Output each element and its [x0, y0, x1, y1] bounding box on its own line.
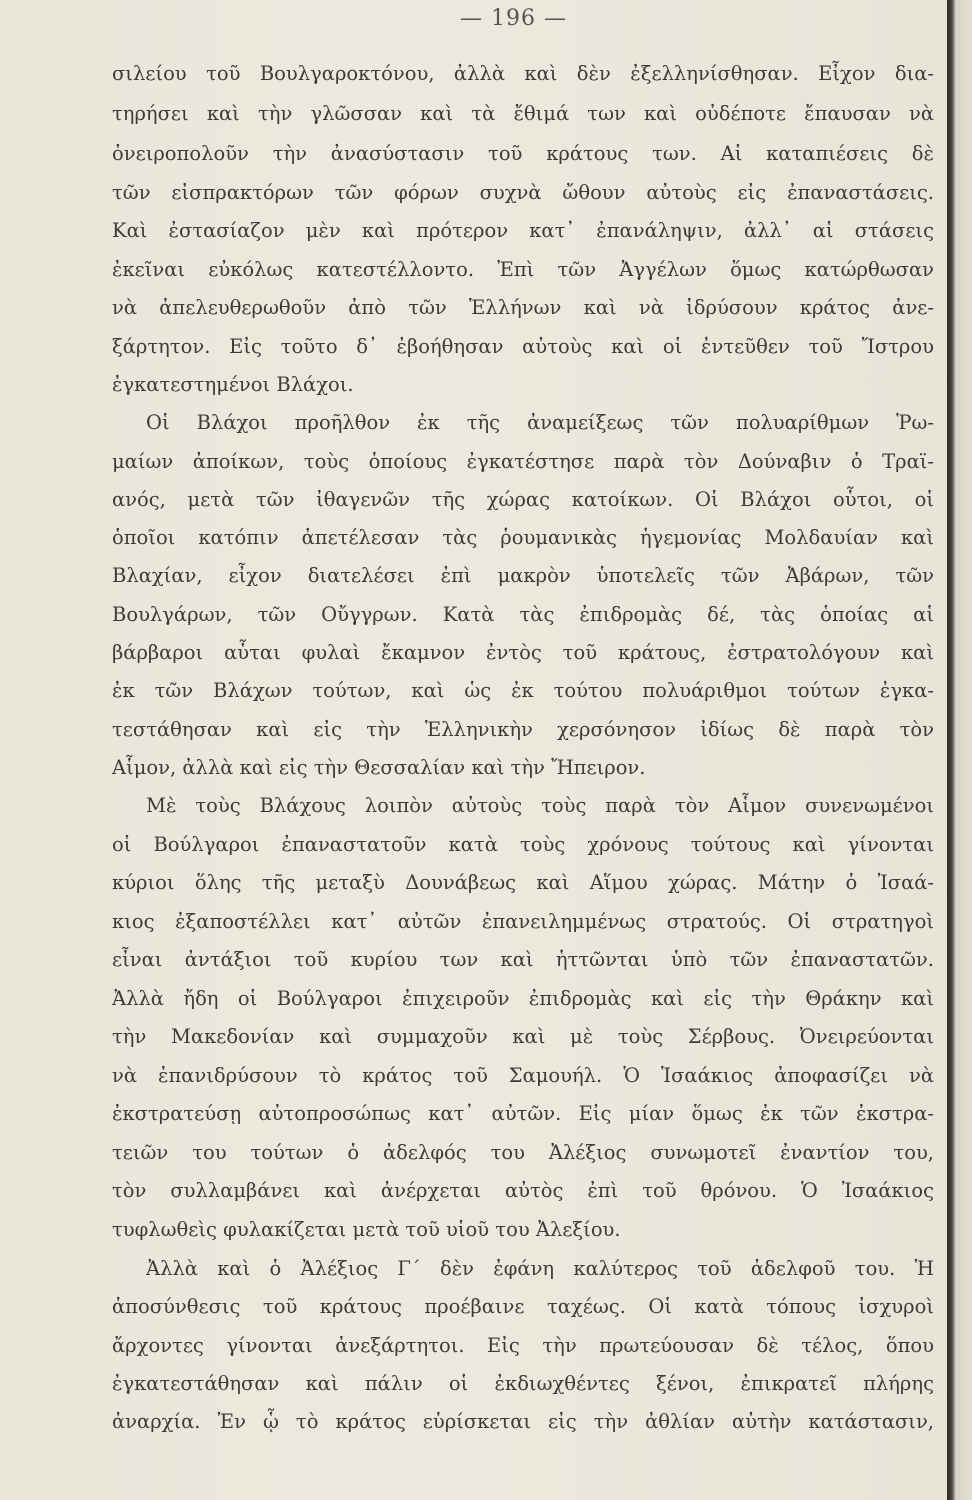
text-line: ὁποῖοι κατόπιν ἀπετέλεσαν τὰς ῥουμανικὰς ἡγεμονίας Μολδαυίαν καὶ	[112, 526, 934, 549]
text-line: τυφλωθεὶς φυλακίζεται μετὰ τοῦ υἱοῦ του Ἀλεξίου.	[112, 1218, 621, 1241]
text-line: ἐγκατεστημένοι Βλάχοι.	[112, 373, 354, 396]
text-line: ἐκ τῶν Βλάχων τούτων, καὶ ὡς ἐκ τούτου πολυάριθμοι τούτων ἐγκα-	[112, 679, 934, 702]
text-line: Μὲ τοὺς Βλάχους λοιπὸν αὐτοὺς τοὺς παρὰ τὸν Αἷμον συνενωμένοι	[146, 794, 934, 817]
text-line: νὰ ἐπανιδρύσουν τὸ κράτος τοῦ Σαμουήλ. Ὁ Ἰσαάκιος ἀποφασίζει νὰ	[112, 1064, 934, 1087]
text-line: βάρβαροι αὗται φυλαὶ ἔκαμνον ἐντὸς τοῦ κράτους, ἐστρατολόγουν καὶ	[112, 641, 934, 664]
text-line: τειῶν του τούτων ὁ ἀδελφός του Ἀλέξιος συνωμοτεῖ ἐναντίον του,	[112, 1141, 934, 1164]
text-line: τὴν Μακεδονίαν καὶ συμμαχοῦν καὶ μὲ τοὺς Σέρβους. Ὀνειρεύονται	[112, 1025, 934, 1048]
text-line: Αἷμον, ἀλλὰ καὶ εἰς τὴν Θεσσαλίαν καὶ τὴν Ἤπειρον.	[112, 756, 646, 779]
text-line: ἀποσύνθεσις τοῦ κράτους προέβαινε ταχέως. Οἱ κατὰ τόπους ἰσχυροὶ	[112, 1295, 934, 1318]
text-line: σιλείου τοῦ Βουλγαροκτόνου, ἀλλὰ καὶ δὲν ἐξελληνίσθησαν. Εἶχον δια-	[112, 62, 934, 85]
text-line: τηρήσει καὶ τὴν γλῶσσαν καὶ τὰ ἔθιμά των καὶ οὐδέποτε ἔπαυσαν νὰ	[112, 102, 934, 125]
text-line: Καὶ ἐστασίαζον μὲν καὶ πρότερον κατ᾽ ἐπανάληψιν, ἀλλ᾽ αἱ στάσεις	[112, 219, 934, 242]
book-spine	[947, 0, 972, 1500]
text-line: οἱ Βούλγαροι ἐπαναστατοῦν κατὰ τοὺς χρόνους τούτους καὶ γίνονται	[112, 833, 934, 856]
text-line: κύριοι ὅλης τῆς μεταξὺ Δουνάβεως καὶ Αἵμου χώρας. Μάτην ὁ Ἰσαά-	[112, 871, 934, 894]
text-line: ξάρτητον. Εἰς τοῦτο δ᾽ ἐβοήθησαν αὐτοὺς καὶ οἱ ἐντεῦθεν τοῦ Ἴστρου	[112, 335, 934, 358]
text-line: Οἱ Βλάχοι προῆλθον ἐκ τῆς ἀναμείξεως τῶν πολυαρίθμων Ῥω-	[146, 411, 934, 434]
text-line: τὸν συλλαμβάνει καὶ ἀνέρχεται αὐτὸς ἐπὶ τοῦ θρόνου. Ὁ Ἰσαάκιος	[112, 1179, 934, 1202]
text-line: εἶναι ἀντάξιοι τοῦ κυρίου των καὶ ἡττῶνται ὑπὸ τῶν ἐπαναστατῶν.	[112, 948, 934, 971]
text-line: μαίων ἀποίκων, τοὺς ὁποίους ἐγκατέστησε παρὰ τὸν Δούναβιν ὁ Τραϊ-	[112, 450, 934, 473]
text-line: ἐκστρατεύσῃ αὐτοπροσώπως κατ᾽ αὐτῶν. Εἰς μίαν ὅμως ἐκ τῶν ἐκστρα-	[112, 1102, 934, 1125]
text-line: ἀναρχία. Ἐν ᾧ τὸ κράτος εὑρίσκεται εἰς τὴν ἀθλίαν αὐτὴν κατάστασιν,	[112, 1410, 934, 1433]
text-line: νὰ ἀπελευθερωθοῦν ἀπὸ τῶν Ἑλλήνων καὶ νὰ ἱδρύσουν κράτος ἀνε-	[112, 296, 934, 319]
page-number: — 196 —	[460, 6, 567, 31]
text-line: ἐκεῖναι εὐκόλως κατεστέλλοντο. Ἐπὶ τῶν Ἀγγέλων ὅμως κατώρθωσαν	[112, 258, 934, 281]
text-line: ανός, μετὰ τῶν ἰθαγενῶν τῆς χώρας κατοίκων. Οἱ Βλάχοι οὗτοι, οἱ	[112, 488, 934, 511]
text-line: Βουλγάρων, τῶν Οὔγγρων. Κατὰ τὰς ἐπιδρομὰς δέ, τὰς ὁποίας αἱ	[112, 603, 934, 626]
text-line: Βλαχίαν, εἶχον διατελέσει ἐπὶ μακρὸν ὑποτελεῖς τῶν Ἀβάρων, τῶν	[112, 564, 934, 587]
text-line: τῶν εἰσπρακτόρων τῶν φόρων συχνὰ ὤθουν αὐτοὺς εἰς ἐπαναστάσεις.	[112, 181, 934, 204]
text-line: ὀνειροπολοῦν τὴν ἀνασύστασιν τοῦ κράτους των. Αἱ καταπιέσεις δὲ	[112, 142, 934, 165]
text-line: κιος ἐξαποστέλλει κατ᾽ αὐτῶν ἐπανειλημμένως στρατούς. Οἱ στρατηγοὶ	[112, 910, 934, 933]
text-line: Ἀλλὰ ἤδη οἱ Βούλγαροι ἐπιχειροῦν ἐπιδρομὰς καὶ εἰς τὴν Θράκην καὶ	[112, 987, 934, 1010]
text-line: τεστάθησαν καὶ εἰς τὴν Ἑλληνικὴν χερσόνησον ἰδίως δὲ παρὰ τὸν	[112, 718, 934, 741]
text-line: ἐγκατεστάθησαν καὶ πάλιν οἱ ἐκδιωχθέντες ξένοι, ἐπικρατεῖ πλήρης	[112, 1372, 934, 1395]
text-line: ἄρχοντες γίνονται ἀνεξάρτητοι. Εἰς τὴν πρωτεύουσαν δὲ τέλος, ὅπου	[112, 1334, 934, 1357]
text-line: Ἀλλὰ καὶ ὁ Ἀλέξιος Γ´ δὲν ἐφάνη καλύτερος τοῦ ἀδελφοῦ του. Ἡ	[146, 1257, 934, 1280]
